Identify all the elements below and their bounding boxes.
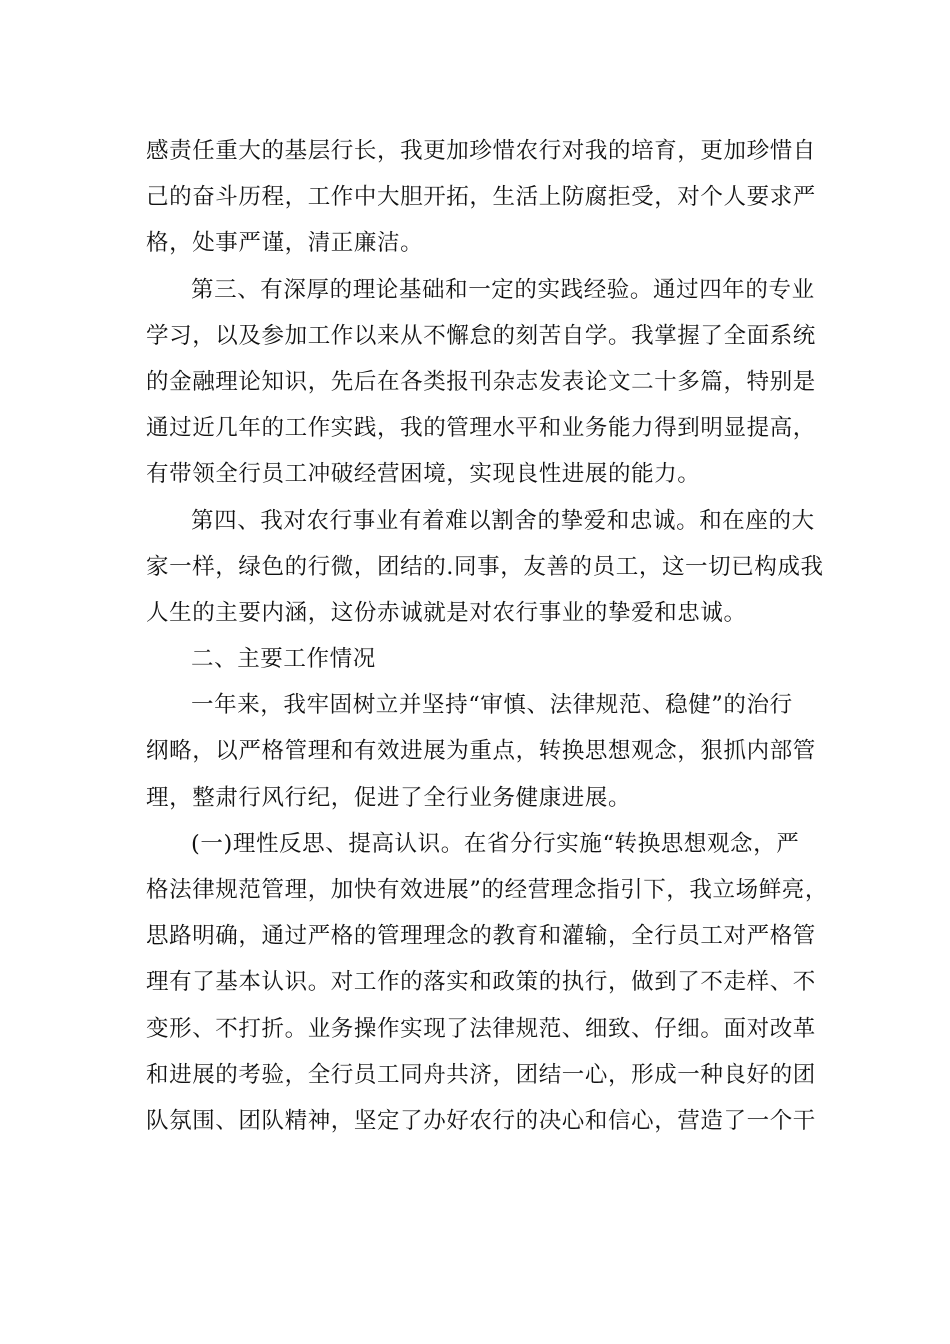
text-line-22: 队氛围、团队精神，坚定了办好农行的决心和信心，营造了一个干 [146,1107,816,1134]
paragraph-third-start: 第三、有深厚的理论基础和一定的实践经验。通过四年的专业 [191,276,815,303]
text-line-5: 学习，以及参加工作以来从不懈怠的刻苦自学。我掌握了全面系统 [146,322,816,349]
paragraph-item-one-start: (一)理性反思、提高认识。在省分行实施“转换思想观念，严 [191,830,800,857]
text-line-21: 和进展的考验，全行员工同舟共济，团结一心，形成一种良好的团 [146,1061,816,1088]
text-line-8: 有带领全行员工冲破经营困境，实现良性进展的能力。 [146,461,701,488]
text-line-15: 理，整肃行风行纪，促进了全行业务健康进展。 [146,784,632,811]
text-line-11: 人生的主要内涵，这份赤诚就是对农行事业的挚爱和忠诚。 [146,599,747,626]
text-line-3: 格，处事严谨，清正廉洁。 [146,230,424,257]
text-line-18: 思路明确，通过严格的管理理念的教育和灌输，全行员工对严格管 [146,923,816,950]
text-line-19: 理有了基本认识。对工作的落实和政策的执行，做到了不走样、不 [146,969,816,996]
text-line-10: 家一样，绿色的行微，团结的.同事，友善的员工，这一切已构成我 [146,553,824,580]
text-line-6: 的金融理论知识，先后在各类报刊杂志发表论文二十多篇，特别是 [146,368,816,395]
section-heading: 二、主要工作情况 [191,646,376,673]
text-line-14: 纲略，以严格管理和有效进展为重点，转换思想观念，狠抓内部管 [146,738,816,765]
text-line-7: 通过近几年的工作实践，我的管理水平和业务能力得到明显提高， [146,415,816,442]
document-body [146,128,829,1144]
text-line-17: 格法律规范管理，加快有效进展”的经营理念指引下，我立场鲜亮， [146,877,829,903]
text-line-2: 己的奋斗历程，工作中大胆开拓，生活上防腐拒受，对个人要求严 [146,184,816,211]
text-line-1: 感责任重大的基层行长，我更加珍惜农行对我的培育，更加珍惜自 [146,138,816,164]
text-line-20: 变形、不打折。业务操作实现了法律规范、细致、仔细。面对改革 [146,1015,816,1042]
paragraph-overview-start: 一年来，我牢固树立并坚持“审慎、法律规范、稳健”的治行 [191,692,793,719]
paragraph-fourth-start: 第四、我对农行事业有着难以割舍的挚爱和忠诚。和在座的大 [191,507,815,534]
